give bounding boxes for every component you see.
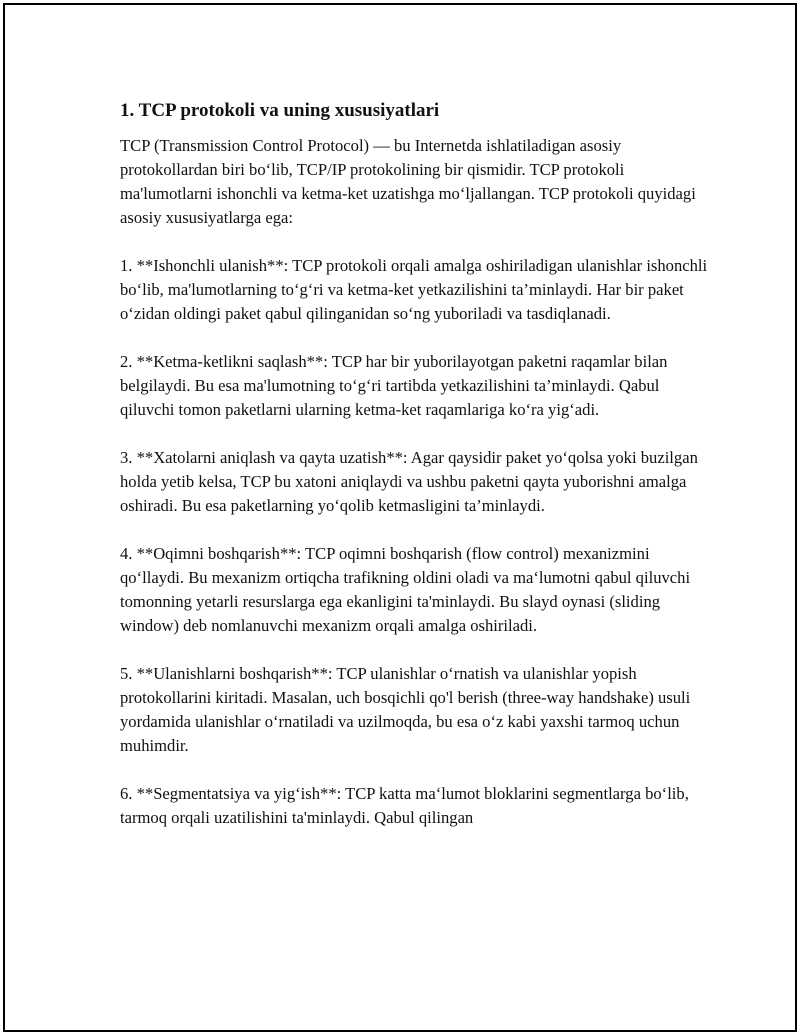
paragraph-segmentation: 6. **Segmentatsiya va yig‘ish**: TCP katta ma‘lumot bloklarini segmentlarga bo‘lib, tarmoq orqali uzatilishini ta'minlaydi. Qabul qilingan bbox=[120, 784, 689, 827]
paragraph-reliable-connection: 1. **Ishonchli ulanish**: TCP protokoli orqali amalga oshiriladigan ulanishlar ishonchli bo‘lib, ma'lumotlarning to‘g‘ri va ketma-ket yetkazilishini ta’minlaydi. Har bir paket o‘zidan oldingi paket qabul qilinganidan so‘ng yuboriladi va tasdiqlanadi. bbox=[120, 256, 708, 323]
page-frame bbox=[3, 3, 797, 1032]
document-body bbox=[120, 99, 710, 854]
paragraph-error-detection: 3. **Xatolarni aniqlash va qayta uzatish**: Agar qaysidir paket yo‘qolsa yoki buzilgan holda yetib kelsa, TCP bu xatoni aniqlaydi va ushbu paketni qayta yuborishni amalga oshiradi. Bu esa paketlarning yo‘qolib ketmasligini ta’minlaydi. bbox=[120, 448, 698, 515]
paragraph-connection-management: 5. **Ulanishlarni boshqarish**: TCP ulanishlar o‘rnatish va ulanishlar yopish protokollarini kiritadi. Masalan, uch bosqichli qo'l berish (three-way handshake) usuli yordamida ulanishlar o‘rnatiladi va uzilmoqda, bu esa o‘z kabi yaxshi tarmoq uchun muhimdir. bbox=[120, 664, 691, 755]
paragraph-flow-control: 4. **Oqimni boshqarish**: TCP oqimni boshqarish (flow control) mexanizmini qo‘llaydi. Bu mexanizm ortiqcha trafikning oldini oladi va ma‘lumotni qabul qiluvchi tomonning yetarli resurslarga ega ekanligini ta'minlaydi. Bu slayd oynasi (sliding window) deb nomlanuvchi mexanizm orqali amalga oshiriladi. bbox=[120, 544, 691, 635]
intro-paragraph: TCP (Transmission Control Protocol) — bu Internetda ishlatiladigan asosiy protokollardan biri bo‘lib, TCP/IP protokolining bir qismidir. TCP protokoli ma'lumotlarni ishonchli va ketma-ket uzatishga mo‘ljallangan. TCP protokoli quyidagi asosiy xususiyatlarga ega: bbox=[120, 136, 696, 227]
paragraph-sequence-preservation: 2. **Ketma-ketlikni saqlash**: TCP har bir yuborilayotgan paketni raqamlar bilan belgilaydi. Bu esa ma'lumotning to‘g‘ri tartibda yetkazilishini ta’minlaydi. Qabul qiluvchi tomon paketlarni ularning ketma-ket raqamlariga ko‘ra yig‘adi. bbox=[120, 352, 668, 419]
section-heading: 1. TCP protokoli va uning xususiyatlari bbox=[120, 100, 440, 121]
